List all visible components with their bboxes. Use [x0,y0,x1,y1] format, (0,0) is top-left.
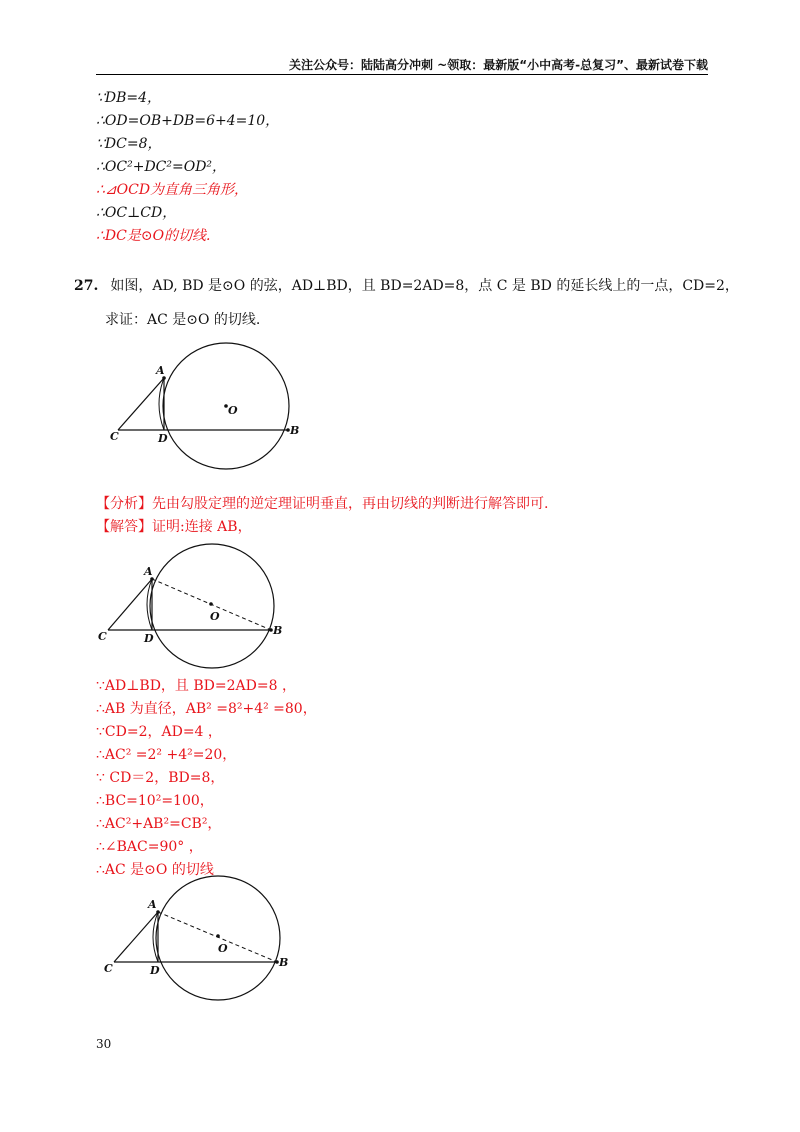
label-d: D [150,964,160,977]
header-rule [96,74,708,75]
solution-line-7: ∴AC²+AB²=CB²， [96,816,222,832]
prev-solution-line-2: ∴OD=OB+DB=6+4=10， [96,113,280,129]
label-c: C [104,962,113,975]
label-o: O [210,610,220,623]
figure-2 [96,538,296,678]
solution-line-6: ∴BC=10²=100， [96,793,214,809]
answer-intro: 【解答】证明:连接 AB， [96,519,252,535]
solution-line-5: ∵ CD＝2，BD=8， [96,770,225,786]
solution-line-2: ∴AB 为直径，AB² =8²+4² =80， [96,701,317,717]
line-ca [108,579,152,630]
label-d: D [158,432,168,445]
prev-solution-line-5: ∴⊿OCD为直角三角形， [96,182,249,198]
label-d: D [144,632,154,645]
circle-o [156,876,280,1000]
label-b: B [290,424,300,437]
problem-line-2: 求证：AC 是⊙O 的切线. [105,312,261,328]
label-a: A [144,565,153,578]
label-c: C [110,430,119,443]
problem-line-1: 如图，AD, BD 是⊙O 的弦，AD⊥BD，且 BD=2AD=8，点 C 是 BD 的延长线上的一点，CD=2， [110,278,739,294]
prev-solution-line-1: ∵DB=4， [96,90,162,106]
label-a: A [148,898,157,911]
circle-o [150,544,274,668]
prev-solution-line-3: ∵DC=8， [96,136,162,152]
problem-number: 27. [74,278,99,294]
page-header: 关注公众号：陆陆高分冲刺 ~领取：最新版“小中高考-总复习”、最新试卷下载 [289,58,708,72]
line-ca [114,912,158,962]
point-a [156,910,160,914]
center-o [216,934,220,938]
solution-line-8: ∴∠BAC=90° ， [96,839,203,855]
label-o: O [228,404,238,417]
prev-solution-line-4: ∴OC²+DC²=OD²， [96,159,227,175]
prev-solution-line-6: ∴OC⊥CD， [96,205,177,221]
label-b: B [273,624,283,637]
solution-line-1: ∵AD⊥BD，且 BD=2AD=8 ， [96,678,296,694]
figure-3 [100,872,300,1012]
center-o [209,602,213,606]
analysis-text: 【分析】先由勾股定理的逆定理证明垂直，再由切线的判断进行解答即可. [96,496,549,512]
prev-solution-line-7: ∴DC是⊙O的切线. [96,228,211,244]
solution-line-4: ∴AC² =2² +4²=20， [96,747,237,763]
line-ca [118,378,164,430]
label-a: A [156,364,165,377]
figure-1 [108,336,308,476]
solution-line-9: ∴AC 是⊙O 的切线 [96,862,214,878]
problem-statement [74,276,739,296]
page-number: 30 [96,1037,112,1051]
solution-line-3: ∵CD=2，AD=4 ， [96,724,222,740]
label-c: C [98,630,107,643]
label-o: O [218,942,228,955]
label-b: B [279,956,289,969]
